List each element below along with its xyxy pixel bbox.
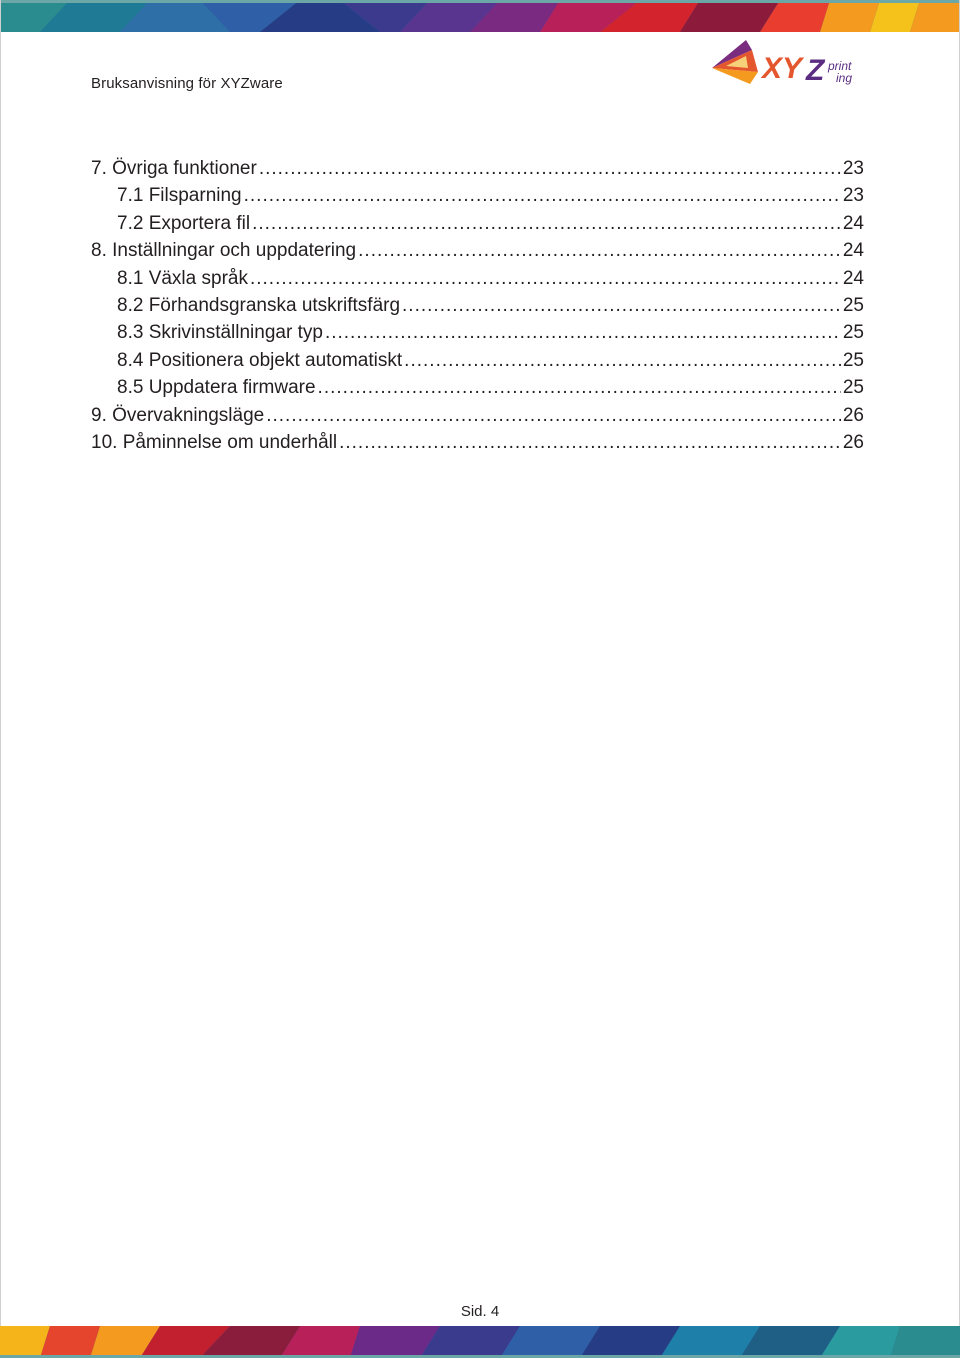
svg-text:ing: ing: [836, 71, 853, 85]
toc-entry-page: 24: [842, 267, 864, 289]
toc-entry[interactable]: [91, 155, 864, 182]
toc-entry-page: 25: [842, 349, 864, 371]
xyzprinting-logo: [706, 34, 876, 96]
toc-entry-label: 9. Övervakningsläge: [91, 404, 265, 426]
toc-leader-dots: [339, 429, 841, 456]
svg-text:XY: XY: [762, 52, 803, 85]
toc-entry-label: 10. Påminnelse om underhåll: [91, 431, 338, 453]
page-number: Sid. 4: [460, 1303, 500, 1320]
toc-entry-label: 8.5 Uppdatera firmware: [117, 377, 316, 399]
top-decorative-band: [0, 0, 960, 32]
toc-entry-label: 8. Inställningar och uppdatering: [91, 240, 357, 262]
toc-leader-dots: [250, 265, 841, 292]
toc-entry[interactable]: [91, 182, 864, 209]
toc-leader-dots: [404, 347, 841, 374]
toc-entry[interactable]: [91, 319, 864, 346]
toc-entry-page: 23: [842, 158, 864, 179]
toc-entry-page: 24: [842, 240, 864, 262]
toc-entry-label: 8.4 Positionera objekt automatiskt: [117, 349, 403, 371]
toc-entry-page: 23: [842, 185, 864, 207]
toc-entry-page: 25: [842, 377, 864, 399]
toc-leader-dots: [252, 210, 841, 237]
toc-leader-dots: [244, 182, 841, 209]
toc-entry-page: 26: [842, 404, 864, 426]
toc-entry-page: 24: [842, 212, 864, 234]
toc-entry[interactable]: [91, 265, 864, 292]
toc-entry[interactable]: [91, 347, 864, 374]
toc-leader-dots: [325, 319, 841, 346]
toc-leader-dots: [266, 402, 841, 429]
toc-leader-dots: [259, 155, 841, 182]
toc-entry-label: 7.1 Filsparning: [117, 185, 242, 207]
toc-leader-dots: [318, 374, 841, 401]
toc-entry-label: 8.2 Förhandsgranska utskriftsfärg: [117, 294, 401, 316]
svg-text:print: print: [828, 59, 852, 73]
toc-entry[interactable]: [91, 402, 864, 429]
toc-leader-dots: [402, 292, 841, 319]
toc-entry-page: 26: [842, 431, 864, 453]
toc-entry-label: 8.3 Skrivinställningar typ: [117, 322, 323, 344]
bottom-decorative-band: [0, 1326, 960, 1358]
toc-entry[interactable]: [91, 237, 864, 264]
toc-entry-page: 25: [842, 322, 864, 344]
page-border-left: [0, 0, 1, 1358]
toc-entry-label: 8.1 Växla språk: [117, 267, 248, 289]
toc-entry-page: 25: [842, 294, 864, 316]
toc-entry[interactable]: [91, 374, 864, 401]
toc-entry-label: 7. Övriga funktioner: [91, 158, 257, 179]
table-of-contents: [91, 155, 864, 456]
toc-entry[interactable]: [91, 210, 864, 237]
document-header-title: Bruksanvisning för XYZware: [91, 75, 283, 92]
toc-entry[interactable]: [91, 292, 864, 319]
toc-entry-label: 7.2 Exportera fil: [117, 212, 251, 234]
toc-leader-dots: [358, 237, 841, 264]
svg-text:Z: Z: [806, 54, 825, 87]
toc-entry[interactable]: [91, 429, 864, 456]
